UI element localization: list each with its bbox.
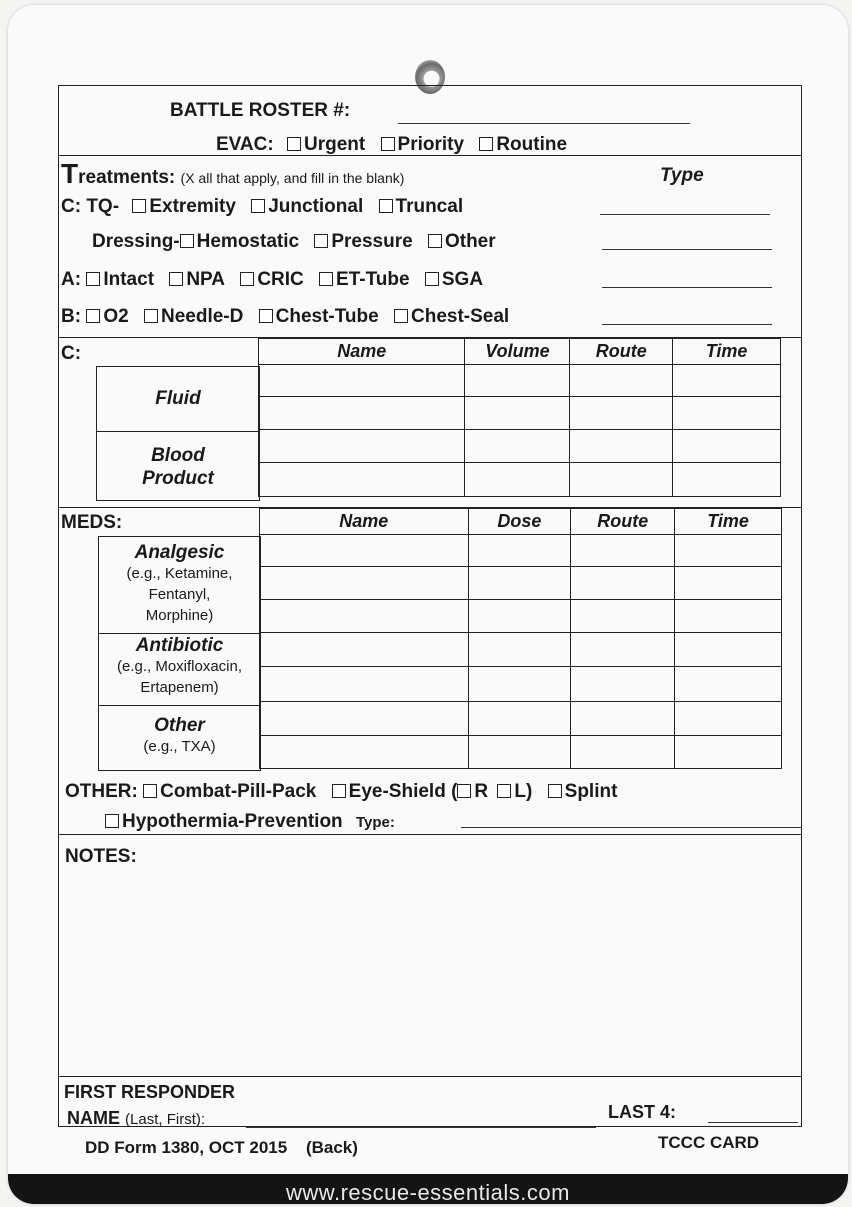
- table-row: [259, 397, 781, 430]
- checkbox-icon: [144, 309, 158, 323]
- table-cell[interactable]: [571, 567, 675, 600]
- analgesic-category: Analgesic (e.g., Ketamine, Fentanyl, Morphine): [126, 542, 233, 624]
- checkbox-icon: [287, 137, 301, 151]
- checkbox-icon[interactable]: [497, 784, 511, 798]
- checkbox-icon: [169, 272, 183, 286]
- dressing-row: Dressing- Hemostatic Pressure Other: [92, 231, 496, 252]
- tq-extremity[interactable]: Extremity: [132, 196, 236, 217]
- divider: [58, 155, 802, 156]
- evac-routine[interactable]: Routine: [479, 134, 567, 155]
- divider: [58, 1076, 802, 1077]
- card-name: TCCC CARD: [658, 1133, 760, 1152]
- table-cell[interactable]: [260, 633, 469, 667]
- checkbox-icon: [479, 137, 493, 151]
- table-cell[interactable]: [260, 667, 469, 702]
- treatments-heading: Treatments: (X all that apply, and fill in the blank): [61, 158, 405, 189]
- last4-label: LAST 4:: [608, 1102, 677, 1122]
- airway-row: A: Intact NPA CRIC ET-Tube SGA: [61, 269, 484, 290]
- other-med-category: Other (e.g., TXA): [143, 715, 216, 755]
- dressing-pressure[interactable]: Pressure: [314, 231, 412, 252]
- airway-intact[interactable]: Intact: [86, 269, 154, 290]
- table-cell[interactable]: [570, 430, 673, 463]
- meds-col-time: Time: [675, 509, 782, 535]
- airway-npa[interactable]: NPA: [169, 269, 225, 290]
- first-responder-label: FIRST RESPONDER: [64, 1082, 236, 1102]
- table-cell[interactable]: [570, 463, 673, 497]
- table-cell[interactable]: [260, 702, 469, 736]
- table-cell[interactable]: [260, 736, 469, 769]
- airway-type-field[interactable]: [602, 287, 772, 288]
- table-row: [260, 702, 782, 736]
- table-cell[interactable]: [571, 702, 675, 736]
- table-cell[interactable]: [468, 535, 571, 567]
- table-cell[interactable]: [570, 397, 673, 430]
- hypothermia-type-field[interactable]: [461, 827, 801, 828]
- table-cell[interactable]: [571, 600, 675, 633]
- table-cell[interactable]: [465, 365, 570, 397]
- evac-priority[interactable]: Priority: [381, 134, 465, 155]
- divider: [96, 431, 260, 432]
- table-cell[interactable]: [259, 397, 465, 430]
- table-cell[interactable]: [260, 535, 469, 567]
- other-combat-pill-pack[interactable]: Combat-Pill-Pack: [143, 781, 316, 802]
- evac-label: EVAC:: [216, 134, 274, 155]
- table-cell[interactable]: [571, 633, 675, 667]
- table-cell[interactable]: [675, 567, 782, 600]
- checkbox-icon: [428, 234, 442, 248]
- airway-cric[interactable]: CRIC: [240, 269, 303, 290]
- table-cell[interactable]: [468, 600, 571, 633]
- battle-roster-label: BATTLE ROSTER #:: [170, 100, 351, 121]
- checkbox-icon: [259, 309, 273, 323]
- tq-type-field[interactable]: [600, 214, 770, 215]
- tq-row: C: TQ- Extremity Junctional Truncal: [61, 196, 464, 217]
- table-cell[interactable]: [468, 736, 571, 769]
- table-row: [260, 667, 782, 702]
- table-cell[interactable]: [675, 633, 782, 667]
- table-cell[interactable]: [571, 667, 675, 702]
- table-cell[interactable]: [260, 567, 469, 600]
- table-row: [260, 736, 782, 769]
- table-cell[interactable]: [260, 600, 469, 633]
- table-cell[interactable]: [465, 397, 570, 430]
- checkbox-icon: [394, 309, 408, 323]
- other-hypothermia[interactable]: Hypothermia-Prevention: [105, 811, 343, 832]
- dressing-other[interactable]: Other: [428, 231, 496, 252]
- table-row: [260, 567, 782, 600]
- breathing-type-field[interactable]: [602, 324, 772, 325]
- battle-roster-field[interactable]: [398, 123, 690, 124]
- table-cell[interactable]: [468, 667, 571, 702]
- checkbox-icon: [379, 199, 393, 213]
- last4-field[interactable]: [708, 1122, 798, 1123]
- breathing-o2[interactable]: O2: [86, 306, 128, 327]
- meds-col-route: Route: [571, 509, 675, 535]
- checkbox-icon: [425, 272, 439, 286]
- table-row: [259, 463, 781, 497]
- tq-junctional[interactable]: Junctional: [251, 196, 363, 217]
- table-cell[interactable]: [571, 535, 675, 567]
- checkbox-icon[interactable]: [457, 784, 471, 798]
- table-cell[interactable]: [570, 365, 673, 397]
- blood-product-category: Blood Product: [142, 445, 214, 489]
- breathing-row: B: O2 Needle-D Chest-Tube Chest-Seal: [61, 306, 510, 327]
- table-cell[interactable]: [468, 702, 571, 736]
- table-cell[interactable]: [468, 633, 571, 667]
- type-header: Type: [660, 165, 704, 186]
- airway-sga[interactable]: SGA: [425, 269, 483, 290]
- dressing-hemostatic[interactable]: Hemostatic: [180, 231, 299, 252]
- checkbox-icon: [86, 309, 100, 323]
- breathing-needle-d[interactable]: Needle-D: [144, 306, 243, 327]
- table-cell[interactable]: [465, 463, 570, 497]
- evac-row: [216, 134, 577, 156]
- table-row: [260, 535, 782, 567]
- meds-col-name: Name: [260, 509, 469, 535]
- antibiotic-category: Antibiotic (e.g., Moxifloxacin, Ertapenem): [116, 635, 243, 696]
- other-row: OTHER: Combat-Pill-Pack Eye-Shield ( R L) Splint: [65, 781, 618, 802]
- responder-name-field[interactable]: [246, 1127, 596, 1128]
- table-row: [259, 430, 781, 463]
- treatments-instructions: (X all that apply, and fill in the blank): [180, 170, 405, 186]
- website-link[interactable]: www.rescue-essentials.com: [286, 1180, 570, 1204]
- checkbox-icon: [240, 272, 254, 286]
- table-cell[interactable]: [571, 736, 675, 769]
- dressing-type-field[interactable]: [602, 249, 772, 250]
- table-row: [260, 633, 782, 667]
- checkbox-icon: [251, 199, 265, 213]
- checkbox-icon: [86, 272, 100, 286]
- notes-label: NOTES:: [65, 846, 137, 867]
- divider: [98, 705, 261, 706]
- checkbox-icon: [381, 137, 395, 151]
- checkbox-icon: [314, 234, 328, 248]
- tccc-card: [8, 5, 848, 1204]
- table-cell[interactable]: [675, 535, 782, 567]
- meds-col-dose: Dose: [468, 509, 571, 535]
- table-row: [259, 365, 781, 397]
- fluids-col-route: Route: [570, 339, 673, 365]
- breathing-chest-tube[interactable]: Chest-Tube: [259, 306, 379, 327]
- fluids-table: [258, 338, 781, 497]
- table-cell[interactable]: [675, 667, 782, 702]
- divider: [58, 834, 802, 835]
- fluids-col-time: Time: [673, 339, 781, 365]
- meds-table: [259, 508, 782, 769]
- table-cell[interactable]: [675, 600, 782, 633]
- other-eye-shield[interactable]: Eye-Shield ( R L): [332, 781, 533, 802]
- checkbox-icon: [143, 784, 157, 798]
- checkbox-icon: [180, 234, 194, 248]
- meds-label: MEDS:: [61, 512, 123, 533]
- notes-area[interactable]: [64, 871, 794, 1071]
- table-cell[interactable]: [259, 430, 465, 463]
- circulation-label: C:: [61, 343, 82, 364]
- table-cell[interactable]: [259, 463, 465, 497]
- hypothermia-row: [105, 811, 395, 833]
- airway-et-tube[interactable]: ET-Tube: [319, 269, 410, 290]
- hypothermia-type-label: Type:: [355, 814, 395, 831]
- checkbox-icon: [132, 199, 146, 213]
- table-cell[interactable]: [673, 430, 781, 463]
- checkbox-icon: [319, 272, 333, 286]
- checkbox-icon: [332, 784, 346, 798]
- evac-urgent[interactable]: Urgent: [287, 134, 365, 155]
- table-cell[interactable]: [675, 702, 782, 736]
- table-cell[interactable]: [465, 430, 570, 463]
- table-row: [260, 600, 782, 633]
- checkbox-icon: [548, 784, 562, 798]
- tq-truncal[interactable]: Truncal: [379, 196, 464, 217]
- fluids-col-name: Name: [259, 339, 465, 365]
- table-cell[interactable]: [675, 736, 782, 769]
- form-id: DD Form 1380, OCT 2015 (Back): [85, 1138, 358, 1157]
- fluids-col-volume: Volume: [465, 339, 570, 365]
- table-cell[interactable]: [259, 365, 465, 397]
- table-cell[interactable]: [673, 463, 781, 497]
- divider: [98, 633, 261, 634]
- fluid-category: Fluid: [155, 388, 201, 409]
- checkbox-icon: [105, 814, 119, 828]
- other-splint[interactable]: Splint: [548, 781, 618, 802]
- table-cell[interactable]: [673, 365, 781, 397]
- breathing-chest-seal[interactable]: Chest-Seal: [394, 306, 509, 327]
- table-cell[interactable]: [673, 397, 781, 430]
- table-cell[interactable]: [468, 567, 571, 600]
- name-label: NAME (Last, First):: [67, 1108, 206, 1128]
